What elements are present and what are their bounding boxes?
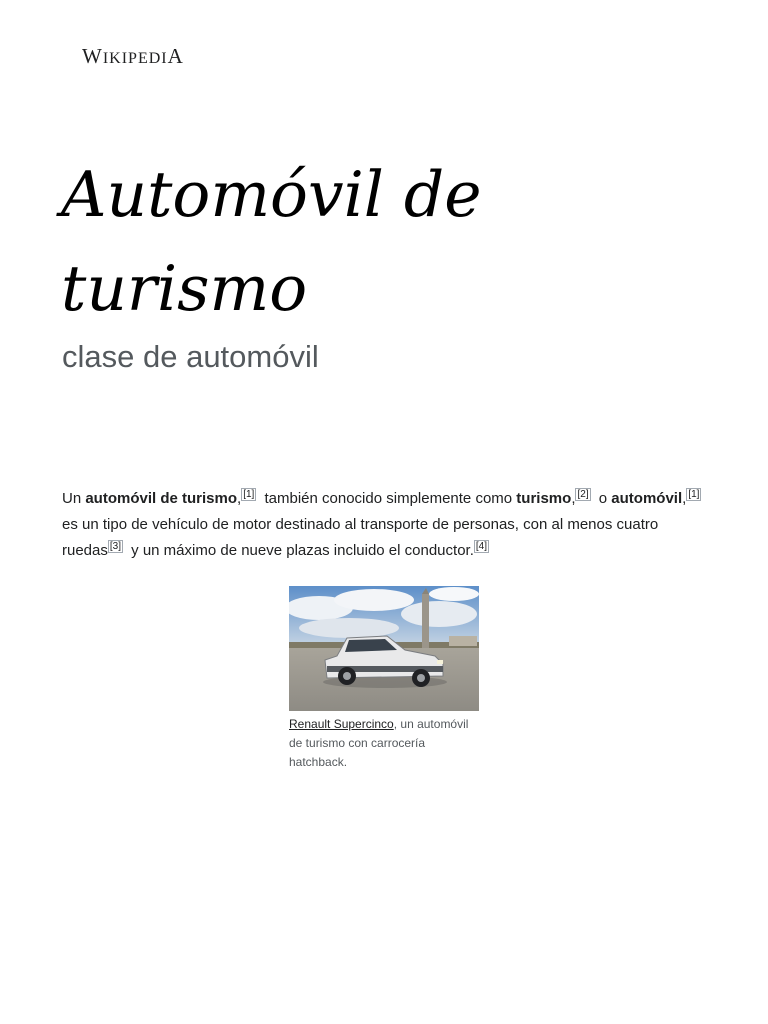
- title-line-1: Automóvil de: [61, 158, 482, 231]
- reference-1[interactable]: [241, 489, 256, 500]
- lead-paragraph: [62, 486, 712, 564]
- tower: [422, 594, 429, 648]
- bold-term: automóvil: [611, 490, 683, 507]
- lead-text: ,: [237, 490, 242, 507]
- caption-link-renault-supercinco[interactable]: Renault Supercinco: [289, 717, 394, 731]
- reference-link[interactable]: [2]: [577, 489, 589, 500]
- figure-caption: [289, 715, 479, 772]
- reference-3[interactable]: [108, 541, 123, 552]
- car-hubcap: [417, 674, 425, 682]
- cloud: [299, 618, 399, 638]
- wikipedia-logo[interactable]: [82, 42, 184, 73]
- reference-1-repeat[interactable]: [686, 489, 701, 500]
- lead-text: y un máximo de nueve plazas incluido el conductor.: [127, 542, 474, 559]
- reference-link[interactable]: [1]: [688, 489, 700, 500]
- page-title: [61, 148, 701, 336]
- logo-text: WIKIPEDIA: [82, 44, 184, 68]
- page-subtitle: clase de automóvil: [62, 339, 319, 374]
- lead-text: ,: [571, 490, 576, 507]
- car-headlight: [437, 660, 443, 664]
- lead-text: ,: [682, 490, 687, 507]
- title-line-2: turismo: [61, 252, 308, 325]
- reference-4[interactable]: [474, 541, 489, 552]
- reference-link[interactable]: [4]: [475, 541, 487, 552]
- lead-text: también conocido simplemente como: [260, 490, 517, 507]
- cloud: [429, 587, 479, 601]
- reference-link[interactable]: [1]: [243, 489, 255, 500]
- bold-term: automóvil de turismo: [85, 490, 238, 507]
- distant-building: [449, 636, 477, 646]
- reference-2[interactable]: [575, 489, 590, 500]
- lead-text: o: [594, 490, 612, 507]
- bold-term: turismo: [516, 490, 572, 507]
- article-figure: [289, 586, 479, 772]
- car-photo[interactable]: [289, 586, 479, 711]
- reference-link[interactable]: [3]: [109, 541, 121, 552]
- cloud: [401, 601, 477, 627]
- lead-text: Un: [62, 490, 86, 507]
- caption-text: , un automóvil de turismo con carrocería hatchback.: [289, 717, 469, 769]
- lead-text: es un tipo de vehículo de motor destinado al transporte de personas, con al menos cuatro ruedas: [62, 516, 659, 559]
- car-hubcap: [343, 672, 351, 680]
- cloud: [334, 589, 414, 611]
